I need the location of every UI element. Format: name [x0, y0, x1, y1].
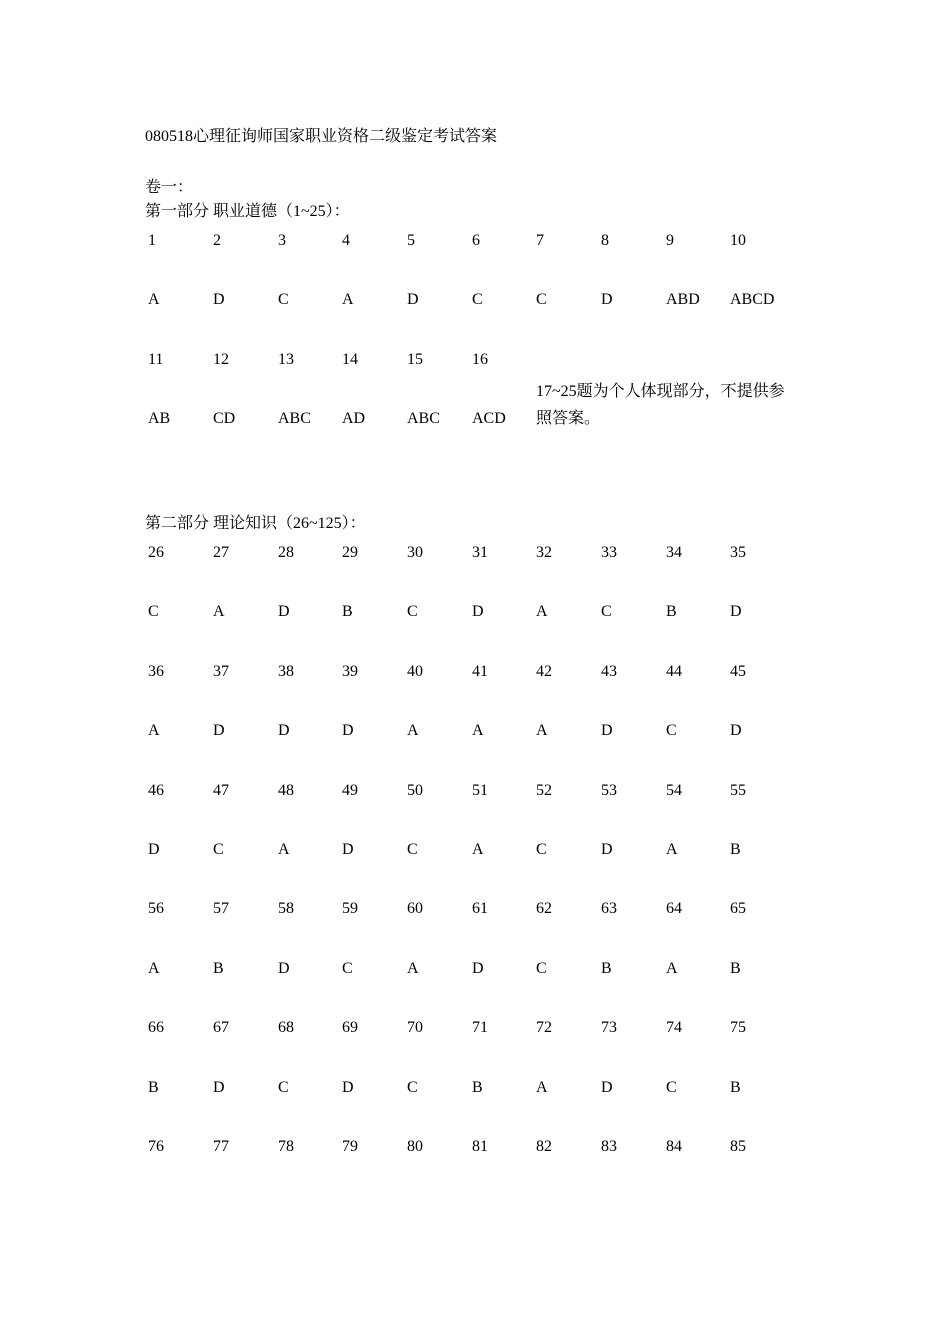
question-number: 72 [536, 1019, 552, 1037]
question-number: 41 [472, 662, 488, 680]
question-number: 68 [278, 1019, 294, 1037]
answer-key: CD [213, 410, 236, 428]
answer-key: D [407, 291, 419, 309]
question-number: 7 [536, 232, 544, 249]
question-number: 50 [407, 781, 423, 799]
answer-key: D [342, 841, 354, 858]
question-number: 8 [601, 232, 609, 249]
question-number: 29 [342, 544, 358, 561]
question-number: 52 [536, 781, 552, 799]
answer-key: A [213, 603, 225, 621]
answer-key: C [472, 291, 483, 309]
question-number: 56 [148, 900, 164, 918]
answer-key: D [601, 291, 613, 309]
answer-key: B [601, 959, 612, 977]
question-number: 5 [407, 232, 415, 249]
answer-key: B [730, 1078, 741, 1096]
answer-key: C [536, 291, 547, 309]
question-number: 10 [730, 232, 746, 249]
answer-key: B [213, 959, 224, 977]
question-number: 36 [148, 662, 164, 680]
question-number: 33 [601, 544, 617, 561]
answer-key: D [278, 603, 290, 621]
answer-key: B [666, 603, 677, 621]
question-number: 73 [601, 1019, 617, 1037]
question-number: 84 [666, 1138, 682, 1155]
question-number: 75 [730, 1019, 746, 1037]
answer-key: A [472, 722, 484, 740]
question-number: 63 [601, 900, 617, 918]
answer-key: D [278, 722, 290, 740]
question-number: 76 [148, 1138, 164, 1155]
answer-key: ABC [278, 410, 311, 428]
answer-key: D [472, 603, 484, 621]
question-number: 82 [536, 1138, 552, 1155]
question-number: 83 [601, 1138, 617, 1155]
answer-key: C [213, 841, 224, 858]
question-number: 57 [213, 900, 229, 918]
question-number: 55 [730, 781, 746, 799]
question-number: 74 [666, 1019, 682, 1037]
answer-key: A [666, 959, 678, 977]
answer-key: A [148, 959, 160, 977]
answer-key: AD [342, 410, 366, 428]
answer-key: C [342, 959, 353, 977]
question-number: 26 [148, 544, 164, 561]
question-number: 79 [342, 1138, 358, 1155]
question-number: 12 [213, 350, 229, 368]
answer-key: C [407, 603, 418, 621]
answer-key: ABC [407, 410, 440, 428]
question-number: 54 [666, 781, 682, 799]
answer-key: C [278, 1078, 289, 1096]
question-number: 43 [601, 662, 617, 680]
answer-key: B [472, 1078, 483, 1096]
answer-key: A [278, 841, 290, 858]
question-number: 40 [407, 662, 423, 680]
question-number: 30 [407, 544, 423, 561]
answer-key: D [213, 1078, 225, 1096]
answer-key: ABD [666, 291, 700, 309]
answer-key: C [666, 1078, 677, 1096]
question-number: 35 [730, 544, 746, 561]
question-number: 34 [666, 544, 682, 561]
question-number: 65 [730, 900, 746, 918]
answer-key: C [536, 841, 547, 858]
question-number: 49 [342, 781, 358, 799]
part1-heading: 第一部分 职业道德（1~25）： [145, 203, 350, 220]
question-number: 3 [278, 232, 286, 249]
question-number: 78 [278, 1138, 294, 1155]
question-number: 81 [472, 1138, 488, 1155]
part1-note: 17~25题为个人体现部分，不提供参照答案。 [536, 383, 785, 427]
question-number: 67 [213, 1019, 229, 1037]
question-number: 77 [213, 1138, 229, 1155]
answer-key: B [730, 841, 741, 858]
question-number: 60 [407, 900, 423, 918]
answer-key: A [666, 841, 678, 858]
answer-key: D [342, 1078, 354, 1096]
answer-key: AB [148, 410, 171, 428]
question-number: 85 [730, 1138, 746, 1155]
question-number: 13 [278, 350, 294, 368]
question-number: 1 [148, 232, 156, 249]
question-number: 80 [407, 1138, 423, 1155]
question-number: 38 [278, 662, 294, 680]
answer-key: B [342, 603, 353, 621]
answer-key: D [213, 291, 225, 309]
answer-key: A [472, 841, 484, 858]
answer-key: A [536, 722, 548, 740]
question-number: 59 [342, 900, 358, 918]
question-number: 27 [213, 544, 229, 561]
answer-key: ACD [472, 410, 506, 428]
answer-key: C [666, 722, 677, 740]
document-title: 080518心理征询师国家职业资格二级鉴定考试答案 [145, 128, 498, 145]
question-number: 39 [342, 662, 358, 680]
answer-key: D [730, 603, 742, 621]
question-number: 31 [472, 544, 488, 561]
question-number: 11 [148, 350, 164, 368]
question-number: 66 [148, 1019, 164, 1037]
question-number: 58 [278, 900, 294, 918]
answer-key: B [148, 1078, 159, 1096]
question-number: 53 [601, 781, 617, 799]
answer-key: A [536, 603, 548, 621]
question-number: 6 [472, 232, 480, 249]
question-number: 48 [278, 781, 294, 799]
question-number: 70 [407, 1019, 423, 1037]
question-number: 32 [536, 544, 552, 561]
answer-key: C [148, 603, 159, 621]
answer-key: C [601, 603, 612, 621]
question-number: 16 [472, 350, 488, 368]
answer-key: D [342, 722, 354, 740]
question-number: 28 [278, 544, 294, 561]
question-number: 62 [536, 900, 552, 918]
answer-key: A [407, 959, 419, 977]
question-number: 15 [407, 350, 423, 368]
answer-key: D [601, 722, 613, 740]
answer-key: A [407, 722, 419, 740]
part2-heading: 第二部分 理论知识（26~125）： [145, 515, 366, 532]
question-number: 4 [342, 232, 350, 249]
answer-key: D [213, 722, 225, 740]
answer-key: D [278, 959, 290, 977]
question-number: 45 [730, 662, 746, 680]
question-number: 14 [342, 350, 358, 368]
answer-key: C [536, 959, 547, 977]
paper-label: 卷一： [145, 179, 194, 196]
answer-key: ABCD [730, 291, 775, 309]
answer-key: D [472, 959, 484, 977]
answer-key: D [601, 1078, 613, 1096]
answer-key: C [407, 841, 418, 858]
question-number: 71 [472, 1019, 488, 1037]
answer-key: C [407, 1078, 418, 1096]
answer-key: A [536, 1078, 548, 1096]
question-number: 42 [536, 662, 552, 680]
question-number: 46 [148, 781, 164, 799]
question-number: 47 [213, 781, 229, 799]
answer-key: D [601, 841, 613, 858]
answer-key: D [730, 722, 742, 740]
question-number: 44 [666, 662, 682, 680]
answer-key: C [278, 291, 289, 309]
question-number: 2 [213, 232, 221, 249]
question-number: 9 [666, 232, 674, 249]
answer-key: A [342, 291, 354, 309]
answer-key: B [730, 959, 741, 977]
answer-key: A [148, 722, 160, 740]
question-number: 61 [472, 900, 488, 918]
answer-key: D [148, 841, 160, 858]
question-number: 69 [342, 1019, 358, 1037]
question-number: 51 [472, 781, 488, 799]
question-number: 64 [666, 900, 682, 918]
answer-key: A [148, 291, 160, 309]
question-number: 37 [213, 662, 229, 680]
